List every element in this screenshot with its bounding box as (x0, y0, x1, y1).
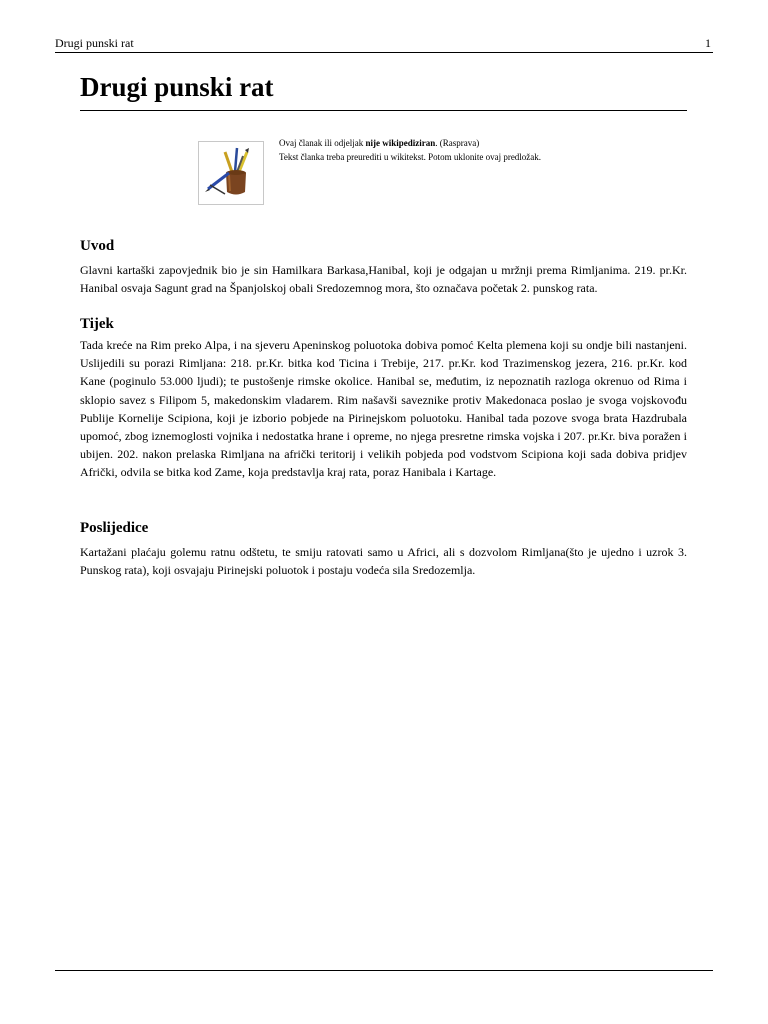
section-text-tijek: Tada kreće na Rim preko Alpa, i na sjeveru Apeninskog poluotoka dobiva pomoć Kelta plemena koji su ondje bili nastanjeni. Uslijedili su porazi Rimljana: 218. pr.Kr. bitka kod Ticina i Trebije, 217. pr.Kr. kod Trazimenskog jezera, 216. pr.Kr. kod Kane (poginulo 53.000 ljudi); te pustošenje rimske okolice. Hanibal se, međutim, iz nepoznatih razloga okrenuo od Rima i sklopio savez s Filipom 5, makedonskim vladarem. Rim našavši saveznike protiv Makedonaca poslao je svoga vojskovođu Publije Kornelije Scipiona, koji je izborio pobjede na Pirinejskom poluotoku. Hanibal tada pozove svoga brata Hazdrubala upomoć, zbog iznemoglosti vojnika i nedostatka hrane i opreme, no njega presretne rimska vojska i 207. pr.Kr. biva poražen i ubijen. 202. nakon prelaska Rimljana na afrički teritorij i velikih pobjeda pod vodstvom Scipiona koji sada dobiva pridjev Afrički, odvila se bitka kod Zame, koja predstavlja kraj rata, poraz Hanibala i Kartage. (80, 338, 687, 480)
page-title: Drugi punski rat (80, 72, 274, 102)
footer-divider (55, 970, 713, 971)
notice-line-2: Tekst članka treba preurediti u wikitekst. Potom uklonite ovaj predložak. (279, 152, 542, 162)
section-text-poslijedice: Kartažani plaćaju golemu ratnu odštetu, te smiju ratovati samo u Africi, ali s dozvolom Rimljana(što je ujedno i uzrok 3. Punskog rata), koji osvajaju Pirinejski poluotok i postaju vodeća sila Sredozemlja. (80, 545, 687, 578)
notice-box (279, 136, 699, 164)
section-heading-tijek: Tijek (80, 316, 114, 332)
section-heading-uvod: Uvod (80, 238, 115, 254)
title-divider (80, 110, 687, 111)
running-header (55, 36, 713, 53)
section-text-uvod: Glavni kartaški zapovjednik bio je sin Hamilkara Barkasa,Hanibal, koji je odgajan u mržnji prema Rimljanima. 219. pr.Kr. Hanibal osvaja Sagunt grad na Španjolskoj obali Sredozemnog mora, što označava početak 2. punskog rata. (80, 263, 687, 296)
notice-line-1: Ovaj članak ili odjeljak nije wikipediziran. (Rasprava) (279, 138, 480, 148)
section-heading-poslijedice: Poslijedice (80, 520, 149, 536)
notice-bold: nije wikipediziran (365, 138, 436, 148)
pencil-cup-icon (198, 141, 264, 205)
running-header-title: Drugi punski rat (55, 36, 134, 50)
page-number: 1 (705, 36, 711, 50)
